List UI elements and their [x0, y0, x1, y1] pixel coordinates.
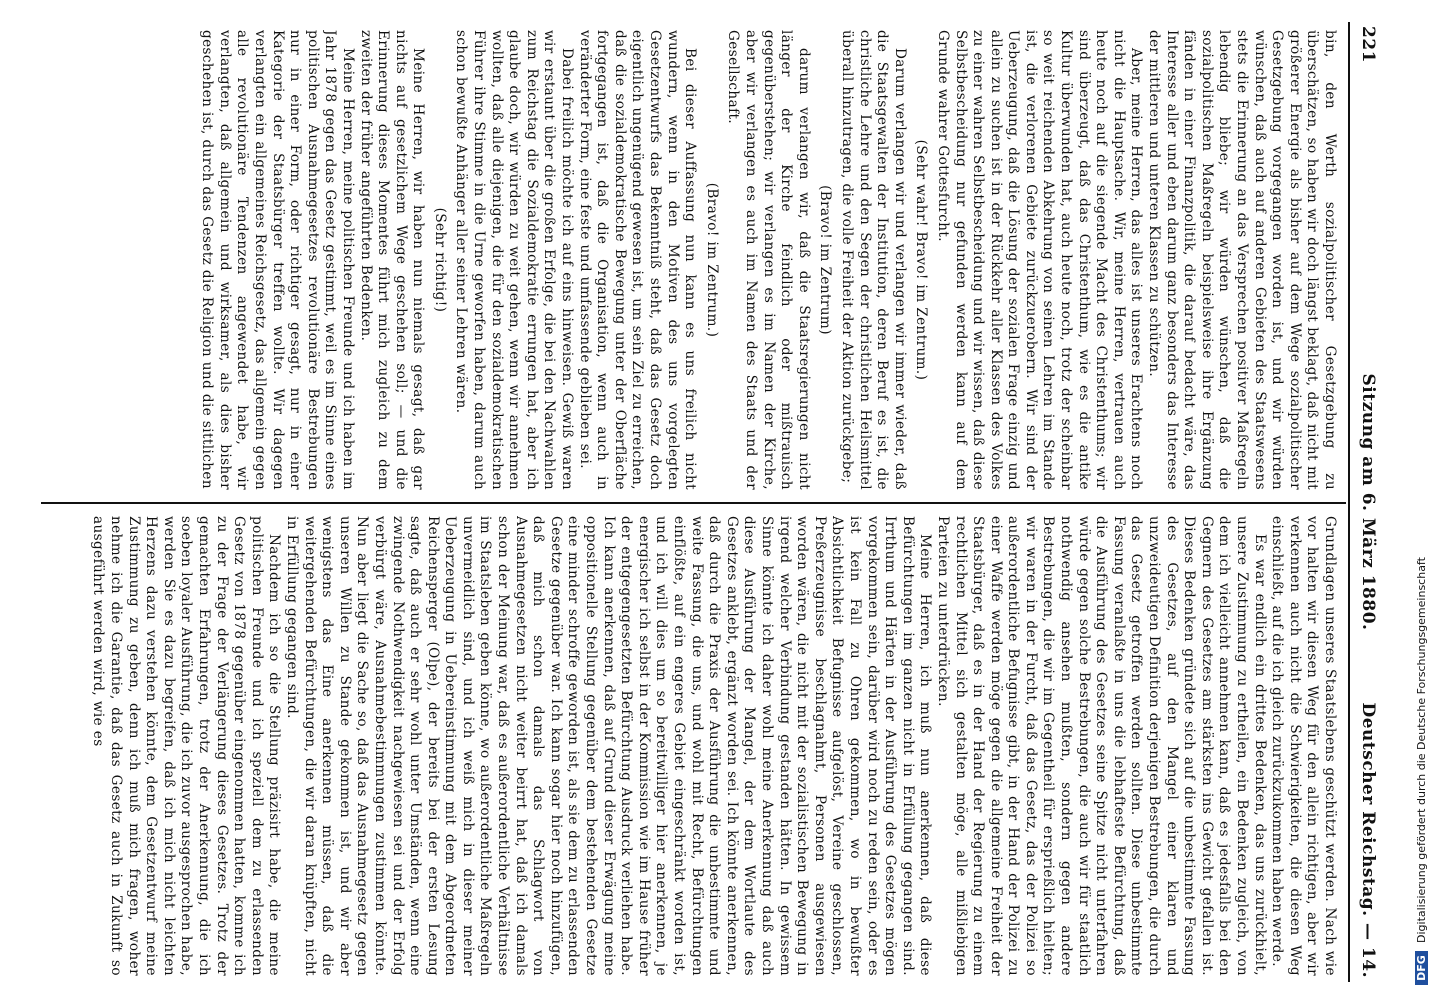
page-header [1352, 22, 1380, 982]
dfg-logo: DFG [1415, 951, 1428, 985]
paragraph: Dabei freilich möchte ich auf eins hinweisen. Gewiß waren wir erstaunt über die großen Erfolge, die bei den Nachwahlen zum Reichstag die Sozialdemokratie errungen hat, aber ich glaube doch, wir würden zu weit gehen, wenn wir annehmen wollten, daß alle diejenigen, die für den sozialdemokratischen Führer ihre Stimme in die Urne geworfen haben, darum auch schon bewußte Anhänger aller seiner Lehren wären. [453, 30, 576, 490]
left-column [42, 30, 1338, 490]
header-rule [1348, 22, 1350, 982]
paragraph: Bei dieser Auffassung nun kann es uns freilich nicht wundern, wenn in den Motiven des uns vorgelegten Gesetzentwurfs das Bekenntniß steht, daß das Gesetz doch eigentlich ungenügend gewesen ist, um sein Ziel zu erreichen, daß die sozialdemokratische Bewegung unter der Oberfläche fortgegangen ist, daß die Organisation, wenn auch in veränderter Form, eine feste und umfassende geblieben sei. [576, 30, 699, 490]
paragraph: bin, den Werth sozialpolitischer Gesetzgebung zu überschätzen, so haben wir doch längst beklagt, daß nicht mit größerer Energie als bisher auf dem Wege sozialpolitischer Gesetzgebung vorgegangen worden ist, und wir würden wünschen, daß auch auf anderen Gebieten des Staatswesens stets die Erinnerung an das Versprechen positiver Maßregeln lebendig bliebe; wir würden wünschen, daß die sozialpolitischen Maßregeln beispielsweise ihre Ergänzung fänden in einer Finanzpolitik, die darauf bedacht wäre, das Interesse aller und eben darum ganz besonders das Interesse der mittleren und unteren Klassen zu schützen. [1146, 30, 1338, 490]
paragraph: Es war endlich ein drittes Bedenken, das uns zurückhielt, unsere Zustimmung zu ertheilen, ein Bedenken zugleich, von dem ich vielleicht annehmen kann, daß es jedesfalls bei den Gegnern des Gesetzes am stärksten ins Gewicht gefallen ist. Dieses Bedenken gründete sich auf die unbestimmte Fassung des Gesetzes, auf den Mangel einer klaren und unzweideutigen Definition derjenigen Bestrebungen, die durch das Gesetz getroffen werden sollten. Diese unbestimmte Fassung veranlaßte in uns die lebhafteste Befürchtung, daß die Ausführung des Gesetzes seine Spitze nicht unterfahren würde gegen solche Bestrebungen, die auch wir für staatlich nothwendig ansehen mußten, sondern gegen andere Bestrebungen, die wir im Gegentheil für ersprießlich hielten; wir waren in der Furcht, daß das Gesetz, das der Polizei so außerordentliche Befugnisse gibt, in der Hand der Polizei zu einer Waffe werden möge gegen die allgemeine Freiheit der Staatsbürger, daß es in der Hand der Regierung zu einem rechtlichen Mittel sich gestalten möge, alle mißliebigen Parteien zu unterdrücken. [934, 516, 1268, 976]
column-divider [41, 502, 1346, 504]
applause-note: (Bravo! im Zentrum) [817, 185, 834, 335]
applause-note: (Sehr wahr! Bravo! im Zentrum.) [913, 139, 930, 381]
paragraph: Grundlagen unseres Staatslebens geschützt werden. Nach wie vor halten wir diesen Weg für den allein richtigen, aber wir verkennen auch nicht die Schwierigkeiten, die diesen Weg einschließt, auf die ich gleich zurückzukommen haben werde. [1269, 516, 1338, 976]
applause-note: (Bravo! im Zentrum.) [703, 182, 720, 338]
paragraph: darum verlangen wir, daß die Staatsregierungen nicht länger der Kirche feindlich oder mißtrauisch gegenüberstehen; wir verlangen es im Namen der Kirche, aber wir verlangen es auch im Namen des Staats und der Gesellschaft. [725, 30, 812, 490]
digitization-credit [1415, 105, 1428, 985]
rotated-page-content [35, 22, 1380, 982]
publication-title: Deutscher Reichstag. — 14. [1358, 702, 1378, 978]
page-number: 221 [1358, 26, 1378, 63]
paragraph: Nachdem ich so die Stellung präzisirt habe, die meine politischen Freunde und ich speziell dem zu erlassenden Gesetz von 1878 gegenüber eingenommen hatten, komme ich zu der Frage der Verlängerung dieses Gesetzes. Trotz der gemachten Erfahrungen, trotz der Anerkennung, die ich soeben loyaler Ausführung, die ich zuvor ausgesprochen habe, werden Sie es dazu begreifen, daß ich mich nicht leichten Herzens dazu verstehen könnte, dem Gesetzentwurf meine Zustimmung zu geben, denn ich muß mich fragen, woher nehme ich die Garantie, daß das Gesetz auch in Zukunft so ausgeführt werden wird, wie es [90, 516, 283, 976]
paragraph: Meine Herren, ich muß nun anerkennen, daß diese Befürchtungen im ganzen nicht in Erfüllung gegangen sind. Irrthum und Härten in der Ausführung des Gesetzes mögen vorgekommen sein, darüber wird noch zu reden sein, oder es ist kein Fall zu Ohren gekommen, wo in bewußter Absichtlichkeit Befugnisse aufgelöst, Vereine geschlossen, Preßerzeugnisse beschlagnahmt, Personen ausgewiesen worden wären, die nicht mit der sozialistischen Bewegung in irgend welcher Verbindung gestanden hätten. In gewissem Sinne könnte ich daher wohl meine Anerkennung daß auch diese Ausführung der Mangel, der dem Wortlaute des Gesetzes anklebt, ergänzt worden sei. Ich könnte anerkennen, daß durch die Praxis der Ausführung die unbestimmte und weite Fassung, die uns, und wohl mit Recht, Befürchtungen einflößte, auf ein engeres Gebiet eingeschränkt worden ist, und ich will dies um so bereitwilliger hier anerkennen, je energischer ich selbst in der Kommission wie im Hause früher der entgegengesetzten Befürchtung Ausdruck verliehen habe. Ich kann anerkennen, daß auf Grund dieser Erwägung meine oppositionelle Stellung gegenüber dem bestehenden Gesetze eine minder schroffe geworden ist, als sie dem zu erlassenden Gesetze gegenüber war. Ich kann sogar hier noch hinzufügen, daß mich schon damals das Schlagwort von Ausnahmegesetzen nicht weiter beirrt hat, daß ich damals schon der Meinung war, daß es außerordentliche Verhältnisse im Staatsleben geben könne, wo außerordentliche Maßregeln unvermeidlich sind, und ich weiß mich in dieser meiner Ueberzeugung in Uebereinstimmung mit dem Abgeordneten Reichensperger (Olpe), der bereits bei der ersten Lesung sagte, daß auch er sehr wohl unter Umständen, wenn eine zwingende Nothwendigkeit nachgewiesen sei und der Erfolg verbürgt wäre, Ausnahmebestimmungen zustimmen könnte. Nun aber liegt die Sache so, daß das Ausnahmegesetz gegen unseren Willen zu Stande gekommen ist, und wir aber wenigstens das Eine anerkennen müssen, daß die weitergehenden Befürchtungen, die wir daran knüpften, nicht in Erfüllung gegangen sind. [283, 516, 934, 976]
paragraph: Darum verlangen wir und verlangen wir immer wieder, daß die Staatsgewalten der Institution, deren Beruf es ist, die christliche Lehre und den Segen der christlichen Heilsmittel überall hinzutragen, die volle Freiheit der Aktion zurückgebe; [838, 30, 908, 490]
paragraph: Meine Herren, wir haben nun niemals gesagt, daß gar nichts auf gesetzlichem Wege geschehen soll; — und die Erinnerung dieses Momentes führt mich zugleich zu dem zweiten der früher angeführten Bedenken. [357, 30, 427, 490]
session-date: Sitzung am 6. März 1880. [1358, 373, 1378, 631]
right-column [42, 516, 1338, 976]
paragraph: Meine Herren, meine politischen Freunde und ich haben im Jahr 1878 gegen das Gesetz gestimmt, weil es im Sinne eines politischen Ausnahmegesetzes revolutionäre Bestrebungen nur in einer Form, oder richtiger gesagt, nur in einer Kategorie der Staatsbürger treffen wollte. Wir dagegen verlangten ein allgemeines Reichsgesetz, das allgemein gegen alle revolutionäre Tendenzen angewendet habe, wir verlangten, daß allgemein und wirksamer, als dies bisher geschehen ist, durch das Gesetz die Religion und die sittlichen [199, 30, 356, 490]
credit-text: Digitalisierung gefördert durch die Deutsche Forschungsgemeinschaft [1415, 557, 1428, 943]
applause-note: (Sehr richtig!) [431, 207, 448, 313]
paragraph: Aber, meine Herren, das alles ist unseres Erachtens noch nicht die Hauptsache. Wir, meine Herren, vertrauen auch heute noch auf die siegende Macht des Christenthums; wir sind überzeugt, daß das Christenthum, wie es die antike Kultur überwunden hat, auch heute noch, trotz der scheinbar so weit reichenden Abkehrung von seinen Lehren im Stande ist, die verlorenen Gebiete zurückzuerobern. Wir sind der Ueberzeugung, daß die Lösung der sozialen Frage einzig und allein zu suchen ist in der Rückkehr aller Klassen des Volkes zu einer wahren Selbstbescheidung und wir wissen, daß diese Selbstbescheidung nur gefunden werden kann auf dem Grunde wahrer Gottesfurcht. [934, 30, 1145, 490]
